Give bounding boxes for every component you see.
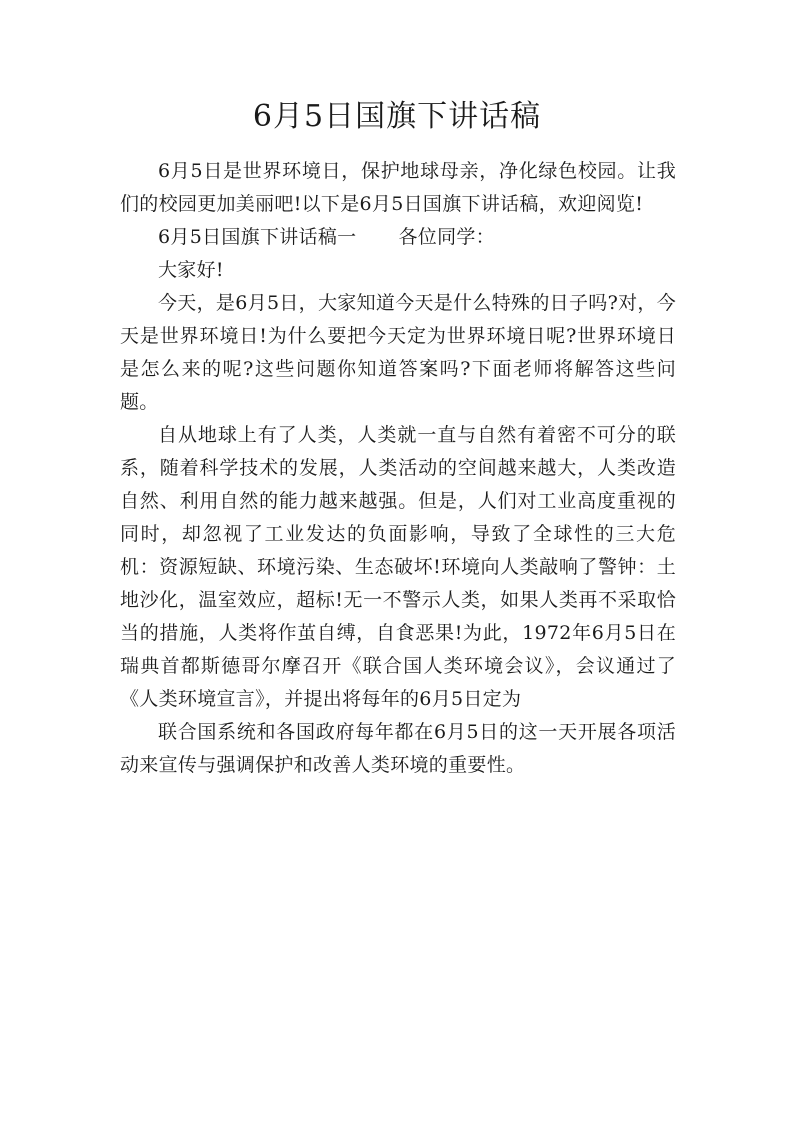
document-title: 6月5日国旗下讲话稿 — [252, 99, 542, 134]
greeting-paragraph: 大家好! — [158, 259, 224, 281]
salutation: 各位同学： — [398, 226, 495, 248]
document-body — [120, 155, 676, 782]
intro-paragraph: 6月5日是世界环境日，保护地球母亲，净化绿色校园。让我们的校园更加美丽吧!以下是6月5日国旗下讲话稿，欢迎阅览! — [120, 160, 676, 215]
body-paragraph: 自从地球上有了人类，人类就一直与自然有着密不可分的联系，随着科学技术的发展，人类活动的空间越来越大，人类改造自然、利用自然的能力越来越强。但是，人们对工业高度重视的同时，却忽视了工业发达的负面影响，导致了全球性的三大危机：资源短缺、环境污染、生态破坏!环境向人类敲响了警钟：土地沙化，温室效应，超标!无一不警示人类，如果人类再不采取恰当的措施，人类将作茧自缚，自食恶果!为此，1972年6月5日在瑞典首都斯德哥尔摩召开《联合国人类环境会议》，会议通过了《人类环境宣言》，并提出将每年的6月5日定为 — [120, 424, 676, 710]
speech-heading: 6月5日国旗下讲话稿一 — [158, 226, 357, 248]
body-paragraph: 联合国系统和各国政府每年都在6月5日的这一天开展各项活动来宣传与强调保护和改善人类环境的重要性。 — [120, 721, 676, 776]
speech-heading-line — [120, 221, 676, 254]
body-paragraph: 今天，是6月5日，大家知道今天是什么特殊的日子吗?对，今天是世界环境日!为什么要把今天定为世界环境日呢?世界环境日是怎么来的呢?这些问题你知道答案吗?下面老师将解答这些问题。 — [120, 292, 676, 413]
